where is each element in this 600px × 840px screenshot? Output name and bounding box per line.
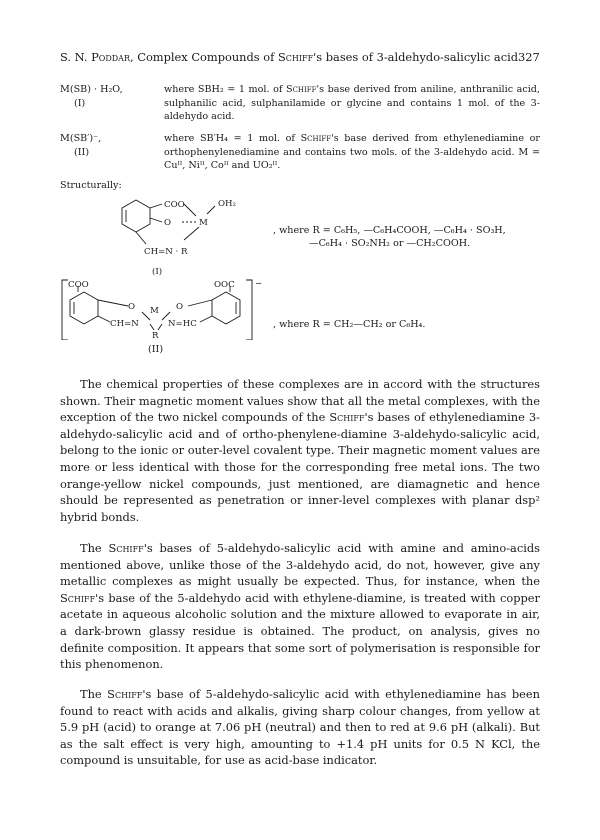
definition-2-tag: (II) — [74, 146, 90, 158]
paragraph-3-part-b: 's base of 5-aldehydo-salicylic acid with ethylenediamine has been found to react with acids and alkalis, giving sharp colour changes, from yellow at 5.9 pH (acid) to orange at 7.06 pH (neutral) and then to red at 9.6 pH (alkali). But as the salt effect is very high, amounting to +1.4 pH units for 0.5 N KCl, the compound is unsuitable, for use as acid-base indicator. — [60, 687, 540, 768]
definition-2-post: 's base derived from ethylenediamine or orthophenylenediamine and contains two mols. of the 3-aldehydo acid. M = Cuᴵᴵ, Niᴵᴵ, Coᴵᴵ and UO₂ᴵᴵ. — [164, 133, 540, 171]
structure-1-coo: COO — [164, 200, 185, 210]
structure-2-charge: − — [255, 279, 263, 289]
structure-1-ch-n-r: CH=N · R — [144, 247, 188, 257]
structure-1-coo-m-bond — [184, 204, 196, 216]
structure-1-bond-coo — [150, 204, 162, 208]
structure-2-r-definition: , where R = CH₂—CH₂ or C₆H₄. — [273, 319, 426, 330]
structure-1-o: O — [164, 218, 172, 228]
header-author: S. N. Poddar — [60, 50, 130, 64]
paragraph-1-part-a: The chemical properties of these complexes are in accord with the structures shown. Their magnetic moment values show that all the metal complexes, with the exception of the two nickel compounds of the — [60, 377, 540, 425]
definition-1-tag: (I) — [74, 97, 86, 109]
structure-2-left-bond-o — [98, 300, 128, 306]
structurally-label: Structurally: — [60, 180, 122, 191]
structure-2-o-left: O — [128, 302, 136, 312]
paragraph-2-part-a: The — [80, 541, 109, 555]
structure-2-ch-n: CH=N — [110, 319, 139, 329]
structure-2-left-bond-ch — [98, 316, 110, 322]
definition-1-schiff: Schiff — [286, 84, 317, 95]
paragraph-2-part-c: 's base of the 5-aldehydo acid with ethylene-diamine, is treated with copper acetate in aqueous alcoholic solution and the mixture allowed to evaporate in air, a dark-brown glassy residue is obtained. The product, on analysis, gives no definite composition. It appears that some sort of polymerisation is responsible for this phenomenon. — [60, 590, 540, 672]
structure-1-label: (I) — [152, 267, 163, 277]
structure-2-coo: COO — [68, 280, 89, 290]
structure-2-ooc: OOC — [214, 280, 235, 290]
structure-2-r: R — [152, 331, 159, 340]
paragraph-1-part-b: 's bases of ethylenediamine 3-aldehydo-salicylic acid and of ortho-phenylene-diamine 3-aldehydo-salicylic acid, belong to the ionic or outer-level covalent type. Their magnetic moment values are more or less identical with those for the corresponding free metal ions. The two orange-yellow nickel compounds, just mentioned, are diamagnetic and hence should be represented as penetration or inner-level complexes with planar dsp² hybrid bonds. — [60, 410, 540, 524]
structure-diagrams — [0, 0, 600, 340]
header-schiff: Schiff — [277, 50, 314, 64]
paragraph-2-schiff-2: Schiff — [60, 590, 96, 605]
structure-2-n-r-left — [150, 324, 154, 330]
paragraph-3 — [60, 686, 540, 769]
structure-2-n-hc: N=HC — [168, 319, 197, 329]
structure-1-bond-o — [150, 218, 162, 222]
paragraph-3-schiff: Schiff — [107, 687, 143, 701]
structure-1-oh2-m-bond — [207, 206, 215, 214]
structure-2-m-n-left — [142, 312, 150, 320]
header-title-pre: , Complex Compounds of — [129, 50, 278, 64]
paragraph-2 — [60, 540, 540, 673]
structure-1-bond-ch — [136, 232, 146, 244]
definition-2-formula: M(SB′)⁻, — [60, 133, 102, 144]
definition-1-post: 's base derived from aniline, anthranilic acid, sulphanilic acid, sulphanilamide or glycine and contains 1 mol. of the 3-aldehydo acid. — [164, 84, 540, 122]
definition-2-schiff: Schiff — [300, 133, 332, 144]
definition-2-pre: where SB′H₄ = 1 mol. of — [164, 133, 301, 144]
structure-1-m: M — [199, 218, 208, 228]
structure-2-right-bond-o — [188, 300, 212, 306]
definition-1-pre: where SBH₂ = 1 mol. of — [164, 84, 286, 95]
structure-1-n-m-bond — [184, 227, 199, 240]
paragraph-2-part-b: 's bases of 5-aldehydo-salicylic acid with amine and amino-acids mentioned above, unlike those of the 3-aldehydo acid, do not, however, give any metallic complexes as might usually be expected. Thus, for instance, when the — [60, 541, 541, 589]
definition-1-formula: M(SB) · H₂O, — [60, 84, 123, 95]
paragraph-2-schiff-1: Schiff — [108, 541, 144, 555]
header-title-post: 's bases of 3-aldehydo-salicylic acid — [313, 50, 519, 64]
paragraph-1 — [60, 376, 540, 525]
structure-2-right-bond-hc — [200, 316, 212, 322]
structure-2-n-r-right — [158, 324, 162, 330]
structure-1-oh2: OH₂ — [218, 199, 236, 209]
structure-2-right-bracket — [246, 280, 252, 340]
paragraph-1-schiff: Schiff — [329, 410, 365, 425]
structure-2-label: (II) — [148, 344, 164, 355]
structure-1-r-line-1: , where R = C₆H₅, —C₆H₄COOH, —C₆H₄ · SO₃H, — [273, 225, 506, 236]
structure-1-r-line-2: —C₆H₄ · SO₂NH₂ or —CH₂COOH. — [309, 238, 471, 249]
structure-2-m: M — [150, 306, 159, 316]
page-number: 327 — [518, 50, 540, 64]
structure-2-o-right: O — [176, 302, 184, 312]
paragraph-3-part-a: The — [80, 687, 108, 701]
structure-1-r-definition — [273, 224, 543, 250]
